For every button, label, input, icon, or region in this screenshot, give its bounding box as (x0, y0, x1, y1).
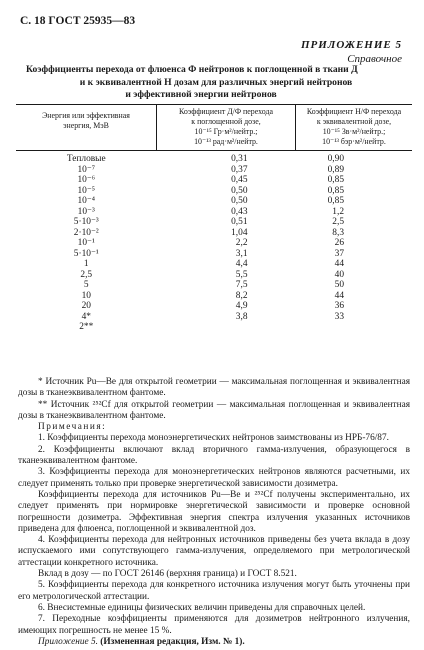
energy-cell: 2·10⁻² (73, 227, 99, 238)
energy-cell: 10⁻⁶ (77, 175, 96, 185)
energy-cell: 10⁻⁷ (77, 164, 96, 175)
appendix-subtitle: Справочное (347, 53, 402, 65)
hf-cell (296, 322, 413, 333)
header-line: Коэффициент Д/Ф перехода (179, 107, 273, 116)
df-cell: 3,8 (235, 311, 248, 322)
table-row (16, 238, 412, 249)
hf-cell: 0,85 (327, 196, 344, 206)
notes-section (18, 377, 410, 648)
energy-cell: 1 (83, 259, 89, 269)
amendment-appendix: Приложение 5. (38, 636, 98, 647)
table-header-row (16, 105, 412, 151)
note-item: Коэффициенты перехода для источников Pu—Be и ²⁵²Cf получены экспериментально, их следует применять при нормировке энергетической зависимости и проверке основной погрешности дозиметра. Эффективная энергия спектра излучения указанных источников приведена для флюенса, поглощенной и эквивалентной доз. (18, 489, 410, 534)
hf-cell: 37 (334, 248, 344, 259)
appendix-title: ПРИЛОЖЕНИЕ 5 (300, 39, 402, 51)
note-item: 2. Коэффициенты включают вклад вторичного гамма-излучения, образующегося в тканеэквивалентном фантоме. (18, 444, 410, 467)
header-line: 10⁻¹³ рад·м²/нейтр. (194, 137, 258, 146)
header-line: 10⁻¹³ бэр·м²/нейтр. (322, 137, 386, 146)
table-row (16, 151, 412, 165)
table-row (16, 259, 412, 270)
hf-cell: 26 (334, 238, 344, 248)
note-item: 6. Внесистемные единицы физических величин приведены для справочных целей. (38, 602, 366, 613)
df-cell: 2,2 (235, 238, 248, 248)
hf-cell: 44 (334, 290, 344, 301)
energy-cell: 10 (81, 290, 91, 301)
hf-cell: 2,5 (332, 217, 344, 227)
table-row (16, 270, 412, 281)
table-row (16, 249, 412, 260)
header-line: к поглощенной дозе, (191, 117, 261, 126)
col-df-header (157, 105, 296, 151)
energy-cell: 5·10⁻¹ (73, 248, 99, 259)
hf-cell: 0,89 (327, 164, 344, 175)
energy-cell: 10⁻¹ (77, 238, 95, 248)
table-row (16, 312, 412, 323)
df-cell: 0,51 (231, 217, 248, 227)
energy-cell: 20 (81, 301, 91, 311)
df-cell: 3,1 (235, 248, 248, 259)
hf-cell: 44 (334, 259, 344, 269)
energy-cell: 10⁻⁵ (77, 185, 96, 196)
hf-cell: 0,85 (327, 175, 344, 185)
df-cell: 7,5 (235, 280, 248, 290)
hf-cell: 36 (334, 301, 344, 311)
notes-heading: Примечания: (38, 422, 107, 433)
amendment-note: (Измененная редакция, Изм. № 1). (100, 636, 245, 647)
footnote-cf: ** Источник ²⁵²Cf для открытой геометрии — максимальная поглощенная и эквивалентная дозы в тканеэквивалентном фантоме. (18, 399, 410, 421)
df-cell: 0,37 (231, 164, 248, 175)
conversion-table (16, 104, 412, 333)
df-cell: 0,50 (231, 185, 248, 196)
table-title (26, 64, 406, 102)
df-cell (157, 322, 296, 333)
header-line: Энергия или эффективная (42, 111, 130, 120)
hf-cell: 8,3 (332, 227, 344, 238)
energy-cell: 10⁻⁴ (77, 196, 96, 206)
table-row (16, 175, 412, 186)
df-cell: 0,45 (231, 175, 248, 185)
col-energy-header (16, 105, 157, 151)
footnote-pu-be: * Источник Pu—Be для открытой геометрии — максимальная поглощенная и эквивалентная дозы в тканеэквивалентном фантоме. (18, 377, 410, 399)
hf-cell: 1,2 (332, 206, 344, 217)
df-cell: 4,4 (235, 259, 248, 269)
appendix-label (301, 38, 402, 66)
note-item: 5. Коэффициенты перехода для конкретного источника излучения могут быть уточнены при его метрологической аттестации. (18, 580, 410, 602)
note-item: 1. Коэффициенты перехода моноэнергетических нейтронов заимствованы из НРБ-76/87. (38, 433, 389, 444)
energy-cell: Тепловые (66, 154, 106, 164)
hf-cell: 33 (334, 311, 344, 322)
note-item: Вклад в дозу — по ГОСТ 26146 (верхняя граница) и ГОСТ 8.521. (38, 569, 297, 580)
header-line: 10⁻¹⁵ Гр·м²/нейтр.; (194, 127, 258, 136)
table-row (16, 165, 412, 176)
hf-cell: 50 (334, 280, 344, 290)
energy-cell: 2,5 (80, 269, 93, 280)
table-title-line: и эффективной энергии нейтронов (125, 89, 277, 100)
hf-cell: 40 (334, 269, 344, 280)
note-item: 3. Коэффициенты перехода для моноэнергетических нейтронов являются расчетными, их следует применять только при проверке энергетической зависимости дозиметра. (18, 467, 410, 489)
table-row (16, 301, 412, 312)
table-row (16, 291, 412, 302)
table-row (16, 228, 412, 239)
table-row (16, 207, 412, 218)
col-hf-header (296, 105, 413, 151)
header-line: к эквивалентной дозе, (316, 117, 392, 126)
df-cell: 0,50 (231, 196, 248, 206)
table-row (16, 322, 412, 333)
note-item: 4. Коэффициенты перехода для нейтронных источников приведены без учета вклада в дозу испускаемого ими сопутствующего гамма-излучения, определяемого при метрологической аттестации конкретного источника. (18, 535, 410, 568)
page-header: С. 18 ГОСТ 25935—83 (20, 15, 136, 27)
table-title-line: и к эквивалентной Н дозам для различных энергий нейтронов (79, 76, 353, 88)
hf-cell: 0,85 (327, 185, 344, 196)
header-line: 10⁻¹⁵ Зв·м²/нейтр.; (322, 127, 386, 136)
energy-cell: 5·10⁻³ (73, 217, 99, 227)
energy-cell: 5 (83, 280, 89, 290)
energy-cell: 2** (79, 322, 94, 332)
amendment-line (18, 637, 410, 648)
energy-cell: 10⁻³ (77, 206, 95, 217)
table-row (16, 196, 412, 207)
header-line: энергия, МэВ (63, 121, 109, 130)
df-cell: 8,2 (235, 290, 248, 301)
df-cell: 5,5 (235, 269, 248, 280)
note-item: 7. Переходные коэффициенты применяются для дозиметров нейтронного излучения, имеющих погрешность не менее 15 %. (18, 614, 410, 636)
table-row (16, 186, 412, 197)
energy-cell: 4* (81, 311, 91, 322)
df-cell: 0,43 (231, 206, 248, 217)
table-row (16, 280, 412, 291)
df-cell: 0,31 (231, 154, 248, 164)
table-title-line: Коэффициенты перехода от флюенса Ф нейтронов к поглощенной в ткани Д (26, 64, 358, 75)
table-row (16, 217, 412, 228)
df-cell: 1,04 (231, 227, 248, 238)
df-cell: 4,9 (235, 301, 248, 311)
hf-cell: 0,90 (327, 154, 344, 164)
header-line: Коэффициент Н/Ф перехода (306, 107, 402, 116)
